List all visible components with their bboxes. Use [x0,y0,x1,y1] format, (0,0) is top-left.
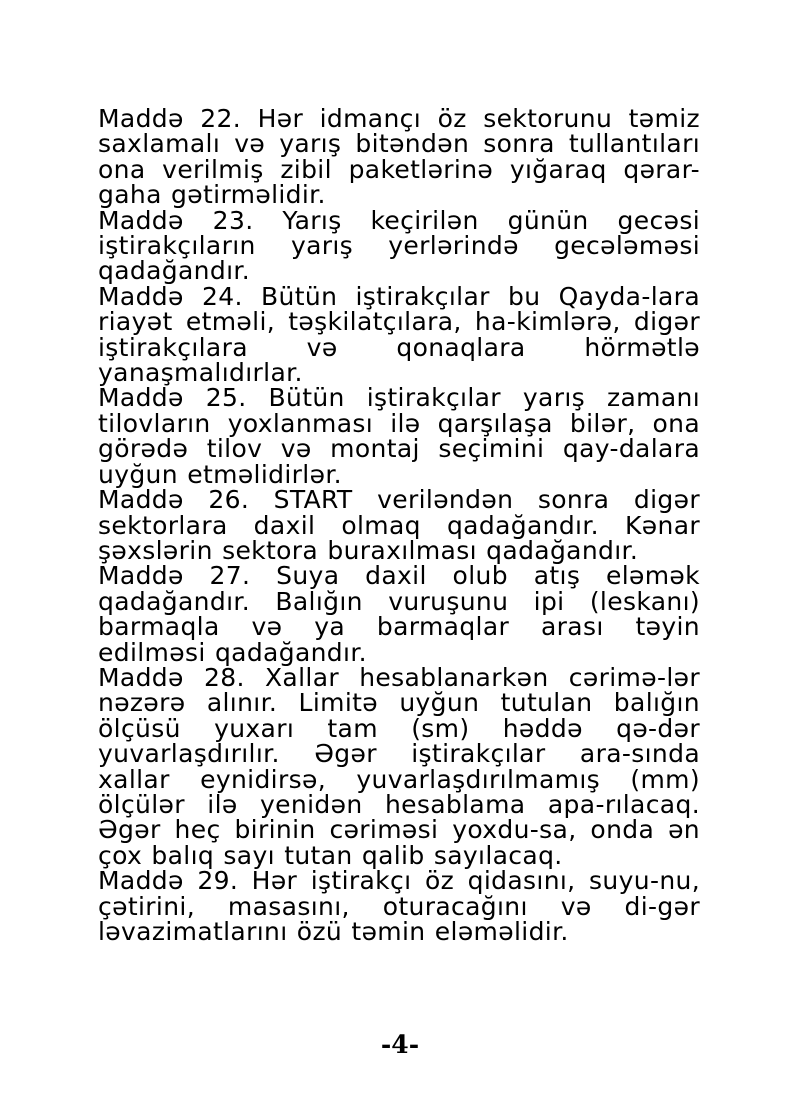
page-number: -4- [380,1030,420,1059]
rules-text [98,106,700,944]
article-29: Maddə 29. Hər iştirakçı öz qidasını, suyu-nu, çətirini, masasını, oturacağını və di-gər ləvazimatlarını özü təmin eləməlidir. [98,866,700,946]
article-23: Maddə 23. Yarış keçirilən günün gecəsi iştirakçıların yarış yerlərində gecələməsi qadağandır. [98,205,700,286]
article-28: Maddə 28. Xallar hesablanarkən cərimə-lər nəzərə alınır. Limitə uyğun tutulan balığın ölçüsü yuxarı tam (sm) həddə qə-dər yuvarlaşdırılır. Əgər iştirakçılar ara-sında xallar eynidirsə, yuvarlaşdırılmamış (mm) ölçülər ilə yenidən hesablama apa-rılacaq. Əgər heç birinin cəriməsi yoxdu-sa, onda ən çox balıq sayı tutan qalib sayılacaq. [98,662,700,870]
article-27: Maddə 27. Suya daxil olub atış eləmək qadağandır. Balığın vuruşunu ipi (leskanı) barmaqla və ya barmaqlar arası təyin edilməsi qadağandır. [98,561,700,667]
article-24: Maddə 24. Bütün iştirakçılar bu Qayda-lara riayət etməli, təşkilatçılara, ha-kimlərə, digər iştirakçılara və qonaqlara hörmətlə yanaşmalıdırlar. [98,281,700,388]
article-22: Maddə 22. Hər idmançı öz sektorunu təmiz saxlamalı və yarış bitəndən sonra tullantıları ona verilmiş zibil paketlərinə yığaraq qərar-gaha gətirməlidir. [98,104,700,210]
article-25: Maddə 25. Bütün iştirakçılar yarış zamanı tilovların yoxlanması ilə qarşılaşa bilər, ona görədə tilov və montaj seçimini qay-dalara uyğun etməlidirlər. [98,383,700,489]
article-26: Maddə 26. START veriləndən sonra digər sektorlara daxil olmaq qadağandır. Kənar şəxslərin sektora buraxılması qadağandır. [98,485,700,565]
